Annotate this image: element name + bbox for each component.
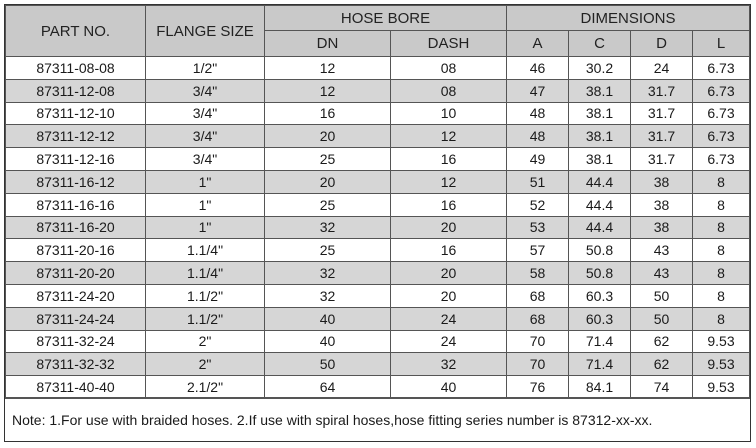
part-no-cell: 87311-24-24 [6,307,146,330]
flange-size-cell: 2" [146,330,265,353]
a-cell: 48 [507,102,569,125]
dn-cell: 12 [265,57,391,80]
dash-cell: 20 [391,284,507,307]
flange-size-cell: 2.1/2" [146,376,265,399]
header-dash: DASH [391,31,507,57]
a-cell: 68 [507,307,569,330]
flange-size-cell: 3/4" [146,102,265,125]
d-cell: 50 [631,307,693,330]
l-cell: 6.73 [693,79,750,102]
a-cell: 70 [507,330,569,353]
c-cell: 71.4 [569,353,631,376]
dash-cell: 16 [391,193,507,216]
c-cell: 38.1 [569,102,631,125]
a-cell: 57 [507,239,569,262]
dash-cell: 32 [391,353,507,376]
header-part-no: PART NO. [6,6,146,57]
l-cell: 9.53 [693,376,750,399]
d-cell: 43 [631,262,693,285]
d-cell: 50 [631,284,693,307]
table-row [6,307,750,330]
header-dimensions: DIMENSIONS [507,6,750,31]
flange-size-cell: 3/4" [146,79,265,102]
flange-size-cell: 1.1/4" [146,262,265,285]
d-cell: 31.7 [631,102,693,125]
d-cell: 38 [631,193,693,216]
dn-cell: 64 [265,376,391,399]
flange-size-cell: 2" [146,353,265,376]
table-row [6,353,750,376]
part-no-cell: 87311-24-20 [6,284,146,307]
a-cell: 47 [507,79,569,102]
table-row [6,376,750,399]
l-cell: 9.53 [693,330,750,353]
a-cell: 68 [507,284,569,307]
part-no-cell: 87311-12-08 [6,79,146,102]
a-cell: 48 [507,125,569,148]
table-body [6,57,750,399]
header-l: L [693,31,750,57]
header-dn: DN [265,31,391,57]
table-row [6,148,750,171]
l-cell: 9.53 [693,353,750,376]
table-row [6,57,750,80]
table-row [6,262,750,285]
a-cell: 46 [507,57,569,80]
part-no-cell: 87311-16-20 [6,216,146,239]
c-cell: 60.3 [569,307,631,330]
dn-cell: 25 [265,239,391,262]
table-header [6,6,750,57]
flange-size-cell: 1" [146,193,265,216]
a-cell: 53 [507,216,569,239]
dn-cell: 32 [265,216,391,239]
dash-cell: 12 [391,125,507,148]
part-no-cell: 87311-20-20 [6,262,146,285]
dash-cell: 40 [391,376,507,399]
c-cell: 30.2 [569,57,631,80]
flange-size-cell: 3/4" [146,125,265,148]
c-cell: 44.4 [569,193,631,216]
part-no-cell: 87311-12-16 [6,148,146,171]
part-no-cell: 87311-16-12 [6,170,146,193]
part-no-cell: 87311-20-16 [6,239,146,262]
dn-cell: 50 [265,353,391,376]
dn-cell: 32 [265,284,391,307]
dn-cell: 40 [265,307,391,330]
dn-cell: 20 [265,170,391,193]
flange-size-cell: 1" [146,170,265,193]
dash-cell: 24 [391,307,507,330]
dash-cell: 16 [391,239,507,262]
c-cell: 44.4 [569,216,631,239]
c-cell: 60.3 [569,284,631,307]
a-cell: 70 [507,353,569,376]
c-cell: 44.4 [569,170,631,193]
d-cell: 43 [631,239,693,262]
dn-cell: 20 [265,125,391,148]
dash-cell: 20 [391,262,507,285]
d-cell: 62 [631,330,693,353]
l-cell: 8 [693,239,750,262]
a-cell: 52 [507,193,569,216]
dn-cell: 32 [265,262,391,285]
table-row [6,79,750,102]
table-row [6,193,750,216]
table-row [6,284,750,307]
l-cell: 8 [693,307,750,330]
dash-cell: 08 [391,79,507,102]
part-no-cell: 87311-12-12 [6,125,146,148]
table-row [6,125,750,148]
d-cell: 31.7 [631,148,693,171]
d-cell: 38 [631,216,693,239]
flange-size-cell: 1" [146,216,265,239]
dash-cell: 10 [391,102,507,125]
d-cell: 24 [631,57,693,80]
hose-fitting-spec-table [5,5,750,399]
dn-cell: 16 [265,102,391,125]
l-cell: 6.73 [693,57,750,80]
a-cell: 58 [507,262,569,285]
c-cell: 71.4 [569,330,631,353]
spec-table-frame [4,4,751,442]
dash-cell: 16 [391,148,507,171]
d-cell: 74 [631,376,693,399]
l-cell: 8 [693,170,750,193]
c-cell: 50.8 [569,239,631,262]
header-d: D [631,31,693,57]
flange-size-cell: 1.1/2" [146,307,265,330]
a-cell: 49 [507,148,569,171]
flange-size-cell: 1/2" [146,57,265,80]
l-cell: 8 [693,284,750,307]
dn-cell: 25 [265,148,391,171]
table-row [6,239,750,262]
l-cell: 6.73 [693,125,750,148]
dash-cell: 24 [391,330,507,353]
dn-cell: 12 [265,79,391,102]
dash-cell: 08 [391,57,507,80]
l-cell: 6.73 [693,148,750,171]
d-cell: 62 [631,353,693,376]
c-cell: 84.1 [569,376,631,399]
flange-size-cell: 1.1/4" [146,239,265,262]
c-cell: 38.1 [569,79,631,102]
table-row [6,216,750,239]
table-row [6,170,750,193]
part-no-cell: 87311-32-24 [6,330,146,353]
header-c: C [569,31,631,57]
c-cell: 38.1 [569,125,631,148]
header-a: A [507,31,569,57]
d-cell: 31.7 [631,79,693,102]
d-cell: 31.7 [631,125,693,148]
dash-cell: 20 [391,216,507,239]
a-cell: 76 [507,376,569,399]
l-cell: 6.73 [693,102,750,125]
table-row [6,330,750,353]
table-row [6,102,750,125]
d-cell: 38 [631,170,693,193]
c-cell: 50.8 [569,262,631,285]
dn-cell: 25 [265,193,391,216]
flange-size-cell: 3/4" [146,148,265,171]
part-no-cell: 87311-12-10 [6,102,146,125]
l-cell: 8 [693,216,750,239]
part-no-cell: 87311-40-40 [6,376,146,399]
c-cell: 38.1 [569,148,631,171]
part-no-cell: 87311-08-08 [6,57,146,80]
part-no-cell: 87311-16-16 [6,193,146,216]
l-cell: 8 [693,193,750,216]
dash-cell: 12 [391,170,507,193]
flange-size-cell: 1.1/2" [146,284,265,307]
header-hose-bore: HOSE BORE [265,6,507,31]
a-cell: 51 [507,170,569,193]
header-flange-size: FLANGE SIZE [146,6,265,57]
part-no-cell: 87311-32-32 [6,353,146,376]
dn-cell: 40 [265,330,391,353]
l-cell: 8 [693,262,750,285]
footnote: Note: 1.For use with braided hoses. 2.If use with spiral hoses,hose fitting series number is 87312-xx-xx. [5,397,749,441]
